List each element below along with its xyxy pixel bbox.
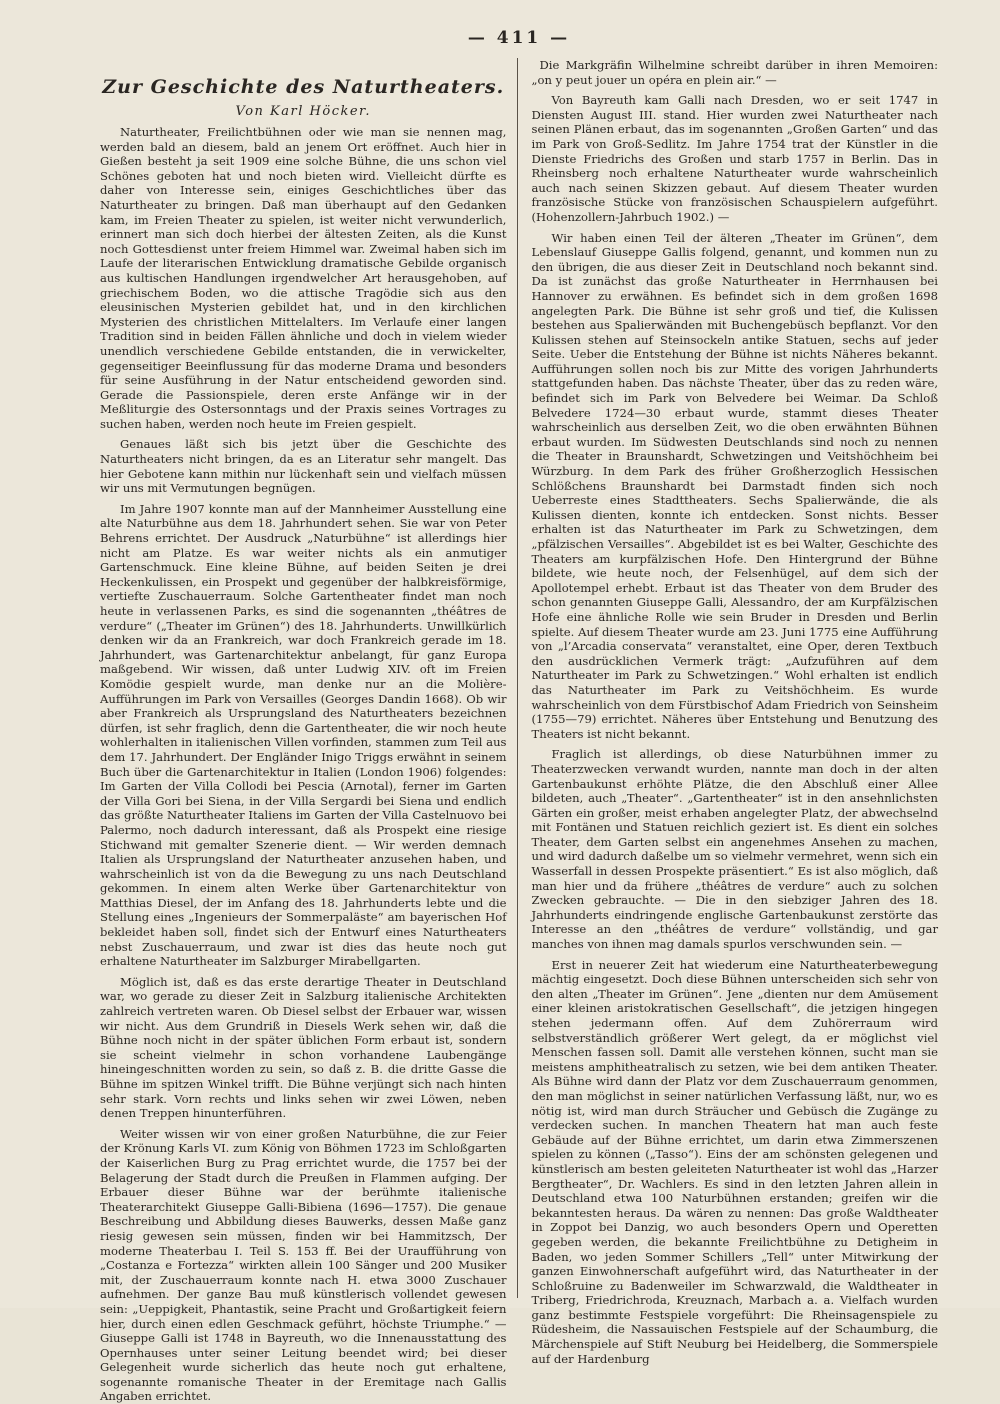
paragraph: Möglich ist, daß es das erste derartige Theater in Deutschland war, wo gerade zu dieser Zeit in Salzburg italienische Architekten zahlreich vertreten waren. Ob Diesel selbst der Erbauer war, wissen wir nicht. Aus dem Grundriß in Diesels Werk sehen wir, daß die Bühne noch nicht in der später üblichen Form erbaut ist, sondern sie scheint vielmehr in schon vorhandene Laubengänge hineingeschnitten worden zu sein, so daß z. B. die dritte Gasse die Bühne im spitzen Winkel trifft. Die Bühne verjüngt sich nach hinten sehr stark. Vorn rechts und links sehen wir zwei Löwen, neben denen Treppen hinunterführen.: [100, 974, 507, 1121]
left-column: [100, 58, 518, 1404]
paragraph: Genaues läßt sich bis jetzt über die Geschichte des Naturtheaters nicht bringen, da es an Literatur sehr mangelt. Das hier Gebotene kann mithin nur lückenhaft sein und vielfach müssen wir uns mit Vermutungen begnügen.: [100, 437, 507, 496]
paragraph: Die Markgräfin Wilhelmine schreibt darüber in ihren Memoiren: „on y peut jouer un opéra en plein air.“ —: [531, 58, 938, 87]
article-title: Zur Geschichte des Naturtheaters.: [102, 76, 505, 98]
paragraph: Im Jahre 1907 konnte man auf der Mannheimer Ausstellung eine alte Naturbühne aus dem 18. Jahrhundert sehen. Sie war von Peter Behrens errichtet. Der Ausdruck „Naturbühne“ ist allerdings hier nicht am Platze. Es war weiter nichts als ein anmutiger Gartenschmuck. Eine kleine Bühne, auf beiden Seiten je drei Heckenkulissen, ein Prospekt und gegenüber der halbkreisförmige, vertiefte Zuschauerraum. Solche Gartentheater findet man noch heute in verlassenen Parks, es sind die sogenannten „théâtres de verdure“ („Theater im Grünen“) des 18. Jahrhunderts. Unwillkürlich denken wir da an Frankreich, war doch Frankreich gerade im 18. Jahrhundert, was Gartenarchitektur anbelangt, für ganz Europa maßgebend. Wir wissen, daß unter Ludwig XIV. oft im Freien Komödie gespielt wurde, man denke nur an die Molière-Aufführungen im Park von Versailles (Georges Dandin 1668). Ob wir aber Frankreich als Ursprungsland des Naturtheaters bezeichnen dürfen, ist sehr fraglich, denn die Gartentheater, die wir noch heute wohlerhalten in italienischen Villen vorfinden, stammen zum Teil aus dem 17. Jahrhundert. Der Engländer Inigo Triggs erwähnt in seinem Buch über die Gartenarchitektur in Italien (London 1906) folgendes: Im Garten der Villa Collodi bei Pescia (Arnotal), ferner im Garten der Villa Gori bei Siena, in der Villa Sergardi bei Siena und endlich das größte Naturtheater Italiens im Garten der Villa Castelnuovo bei Palermo, noch dadurch interessant, daß als Prospekt eine riesige Stichwand mit gemalter Szenerie dient. — Wir werden demnach Italien als Ursprungsland der Naturtheater anzusehen haben, und wahrscheinlich ist von da die Bewegung zu uns nach Deutschland gekommen. In einem alten Werke über Gartenarchitektur von Matthias Diesel, der im Anfang des 18. Jahrhunderts lebte und die Stellung eines „Ingenieurs der Sommerpaläste“ am bayerischen Hof bekleidet haben soll, findet sich der Entwurf eines Naturtheaters nebst Zuschauerraum, und zwar ist dies das heute noch gut erhaltene Naturtheater im Salzburger Mirabellgarten.: [100, 501, 507, 969]
paragraph: Fraglich ist allerdings, ob diese Naturbühnen immer zu Theaterzwecken verwandt wurden, nannte man doch in der alten Gartenbaukunst erhöhte Plätze, die den Abschluß einer Allee bildeten, auch „Theater“. „Gartentheater“ ist in den ansehnlichsten Gärten ein großer, meist erhaben angelegter Platz, der abwechselnd mit Fontänen und Statuen reichlich geziert ist. Es dient ein solches Theater, dem Garten selbst ein angenehmes Ansehen zu machen, und wird dadurch daßelbe um so vielmehr vermehret, wenn sich ein Wasserfall in dessen Prospekte präsentiert.“ Es ist also möglich, daß man hier und da frühere „théâtres de verdure“ auch zu solchen Zwecken gebrauchte. — Die in den siebziger Jahren des 18. Jahrhunderts eindringende englische Gartenbaukunst zerstörte das Interesse an den „théâtres de verdure“ vollständig, und gar manches von ihnen mag damals spurlos verschwunden sein. —: [531, 747, 938, 952]
article-columns: [100, 58, 938, 1404]
paragraph: Erst in neuerer Zeit hat wiederum eine Naturtheaterbewegung mächtig eingesetzt. Doch diese Bühnen unterscheiden sich sehr von den alten „Theater im Grünen“. Jene „dienten nur dem Amüsement einer kleinen aristokratischen Gesellschaft“, die jetzigen hingegen stehen jedermann offen. Auf dem Zuhörerraum wird selbstverständlich größerer Wert gelegt, da er möglichst viel Menschen fassen soll. Damit alle verstehen können, sucht man sie meistens amphitheatralisch zu setzen, wie bei dem antiken Theater. Als Bühne wird dann der Platz vor dem Zuschauerraum genommen, den man möglichst in seiner natürlichen Verfassung läßt, nur, wo es nötig ist, wird man durch Sträucher und Gebüsch die Zugänge zu verdecken suchen. In manchen Theatern hat man auch feste Gebäude auf der Bühne errichtet, um darin etwa Zimmerszenen spielen zu können („Tasso“). Eins der am schönsten gelegenen und künstlerisch am besten geleiteten Naturtheater ist wohl das „Harzer Bergtheater“, Dr. Wachlers. Es sind in den letzten Jahren allein in Deutschland etwa 100 Naturbühnen erstanden; greifen wir die bekanntesten heraus. Da wären zu nennen: Das große Waldtheater in Zoppot bei Danzig, wo auch besonders Opern und Operetten gegeben werden, die bekannte Freilichtbühne zu Detigheim in Baden, wo jeden Sommer Schillers „Tell“ unter Mitwirkung der ganzen Einwohnerschaft aufgeführt wird, das Naturtheater in der Schloßruine zu Badenweiler im Schwarzwald, die Waldtheater in Triberg, Friedrichroda, Kreuznach, Marbach a. a. Vielfach wurden ganz bestimmte Festspiele vorgeführt: Die Rheinsagenspiele zu Rüdesheim, die Nassauischen Festspiele auf der Schaumburg, die Märchenspiele auf Stift Neuburg bei Heidelberg, die Sommerspiele auf der Hardenburg: [531, 957, 938, 1366]
paragraph: Von Bayreuth kam Galli nach Dresden, wo er seit 1747 in Diensten August III. stand. Hier wurden zwei Naturtheater nach seinen Plänen erbaut, das im sogenannten „Großen Garten“ und das im Park von Groß-Sedlitz. Im Jahre 1754 trat der Künstler in die Dienste Friedrichs des Großen und starb 1757 in Berlin. Das in Rheinsberg noch erhaltene Naturtheater wurde wahrscheinlich auch nach seinen Skizzen gebaut. Auf diesem Theater wurden französische Stücke von französischen Schauspielern aufgeführt. (Hohenzollern-Jahrbuch 1902.) —: [531, 93, 938, 224]
paragraph: Naturtheater, Freilichtbühnen oder wie man sie nennen mag, werden bald an diesem, bald an jenem Ort eröffnet. Auch hier in Gießen besteht ja seit 1909 eine solche Bühne, die uns schon viel Schönes geboten hat und noch bieten wird. Vielleicht dürfte es daher von Interesse sein, einiges Geschichtliches über das Naturtheater zu bringen. Daß man überhaupt auf den Gedanken kam, im Freien Theater zu spielen, ist weiter nicht verwunderlich, erinnert man sich doch hierbei der ältesten Zeiten, als die Kunst noch Gottesdienst unter freiem Himmel war. Zweimal haben sich im Laufe der literarischen Entwicklung dramatische Gebilde organisch aus kultischen Handlungen irgendwelcher Art herausgehoben, auf griechischem Boden, wo die attische Tragödie sich aus den eleusinischen Mysterien gebildet hat, und in den kirchlichen Mysterien des christlichen Mittelalters. Im Verlaufe einer langen Tradition sind in beiden Fällen ähnliche und doch in vielem wieder unendlich verschiedene Gebilde entstanden, die in verwickelter, gegenseitiger Beeinflussung für das moderne Drama und besonders für seine Ausführung in der Natur entscheidend geworden sind. Gerade die Passionspiele, deren erste Anfänge wir in der Meßliturgie des Ostersonntags und der Praxis seines Vortrages zu suchen haben, werden noch heute im Freien gespielt.: [100, 125, 507, 431]
right-column: [531, 58, 939, 1366]
page-number: — 411 —: [467, 28, 571, 48]
article-author: Von Karl Höcker.: [235, 104, 371, 119]
paragraph: Wir haben einen Teil der älteren „Theater im Grünen“, dem Lebenslauf Giuseppe Gallis folgend, genannt, und kommen nun zu den übrigen, die aus dieser Zeit in Deutschland noch bekannt sind. Da ist zunächst das große Naturtheater in Herrnhausen bei Hannover zu erwähnen. Es befindet sich in dem großen 1698 angelegten Park. Die Bühne ist sehr groß und tief, die Kulissen bestehen aus Spalierwänden mit Buchengebüsch bepflanzt. Vor den Kulissen stehen auf Steinsockeln antike Statuen, sechs auf jeder Seite. Ueber die Entstehung der Bühne ist nichts Näheres bekannt. Aufführungen sollen noch bis zur Mitte des vorigen Jahrhunderts stattgefunden haben. Das nächste Theater, über das zu reden wäre, befindet sich im Park von Belvedere bei Weimar. Da Schloß Belvedere 1724—30 erbaut wurde, stammt dieses Theater wahrscheinlich aus derselben Zeit, wo die oben erwähnten Bühnen erbaut wurden. Im Südwesten Deutschlands sind noch zu nennen die Theater in Braunshardt, Schwetzingen und Veitshöchheim bei Würzburg. In dem Park des früher Großherzoglich Hessischen Schlößchens Braunshardt bei Darmstadt finden sich noch Ueberreste eines Stadttheaters. Sechs Spalierwände, die als Kulissen dienten, konnte ich entdecken. Sonst nichts. Besser erhalten ist das Naturtheater im Park zu Schwetzingen, dem „pfälzischen Versailles“. Abgebildet ist es bei Walter, Geschichte des Theaters am kurpfälzischen Hofe. Den Hintergrund der Bühne bildete, wie heute noch, der Felsenhügel, auf dem sich der Apollotempel erhebt. Erbaut ist das Theater von dem Bruder des schon genannten Giuseppe Galli, Alessandro, der am Kurpfälzischen Hofe eine ähnliche Rolle wie sein Bruder in Dresden und Berlin spielte. Auf diesem Theater wurde am 23. Juni 1775 eine Aufführung von „l’Arcadia conservata“ veranstaltet, eine Oper, deren Textbuch den ausdrücklichen Vermerk trägt: „Aufzuführen auf dem Naturtheater im Park zu Schwetzingen.“ Wohl erhalten ist endlich das Naturtheater im Park zu Veitshöchheim. Es wurde wahrscheinlich von dem Fürstbischof Adam Friedrich von Seinsheim (1755—79) errichtet. Näheres über Entstehung und Benutzung des Theaters ist nicht bekannt.: [531, 230, 938, 741]
paragraph: Weiter wissen wir von einer großen Naturbühne, die zur Feier der Krönung Karls VI. zum König von Böhmen 1723 im Schloßgarten der Kaiserlichen Burg zu Prag errichtet wurde, die 1757 bei der Belagerung der Stadt durch die Preußen in Flammen aufging. Der Erbauer dieser Bühne war der berühmte italienische Theaterarchitekt Giuseppe Galli-Bibiena (1696—1757). Die genaue Beschreibung und Abbildung dieses Bauwerks, dessen Maße ganz riesig gewesen sein müssen, finden wir bei Hammitzsch, Der moderne Theaterbau I. Teil S. 153 ff. Bei der Uraufführung von „Costanza e Fortezza“ wirkten allein 100 Sänger und 200 Musiker mit, der Zuschauerraum konnte nach H. etwa 3000 Zuschauer aufnehmen. Der ganze Bau muß künstlerisch vollendet gewesen sein: „Ueppigkeit, Phantastik, seine Pracht und Großartigkeit feiern hier, durch einen edlen Geschmack geführt, höchste Triumphe.“ — Giuseppe Galli ist 1748 in Bayreuth, wo die Innenausstattung des Opernhauses unter seiner Leitung beendet wird; bei dieser Gelegenheit wurde sicherlich das heute noch gut erhaltene, sogenannte romanische Theater in der Eremitage nach Gallis Angaben errichtet.: [100, 1126, 507, 1404]
